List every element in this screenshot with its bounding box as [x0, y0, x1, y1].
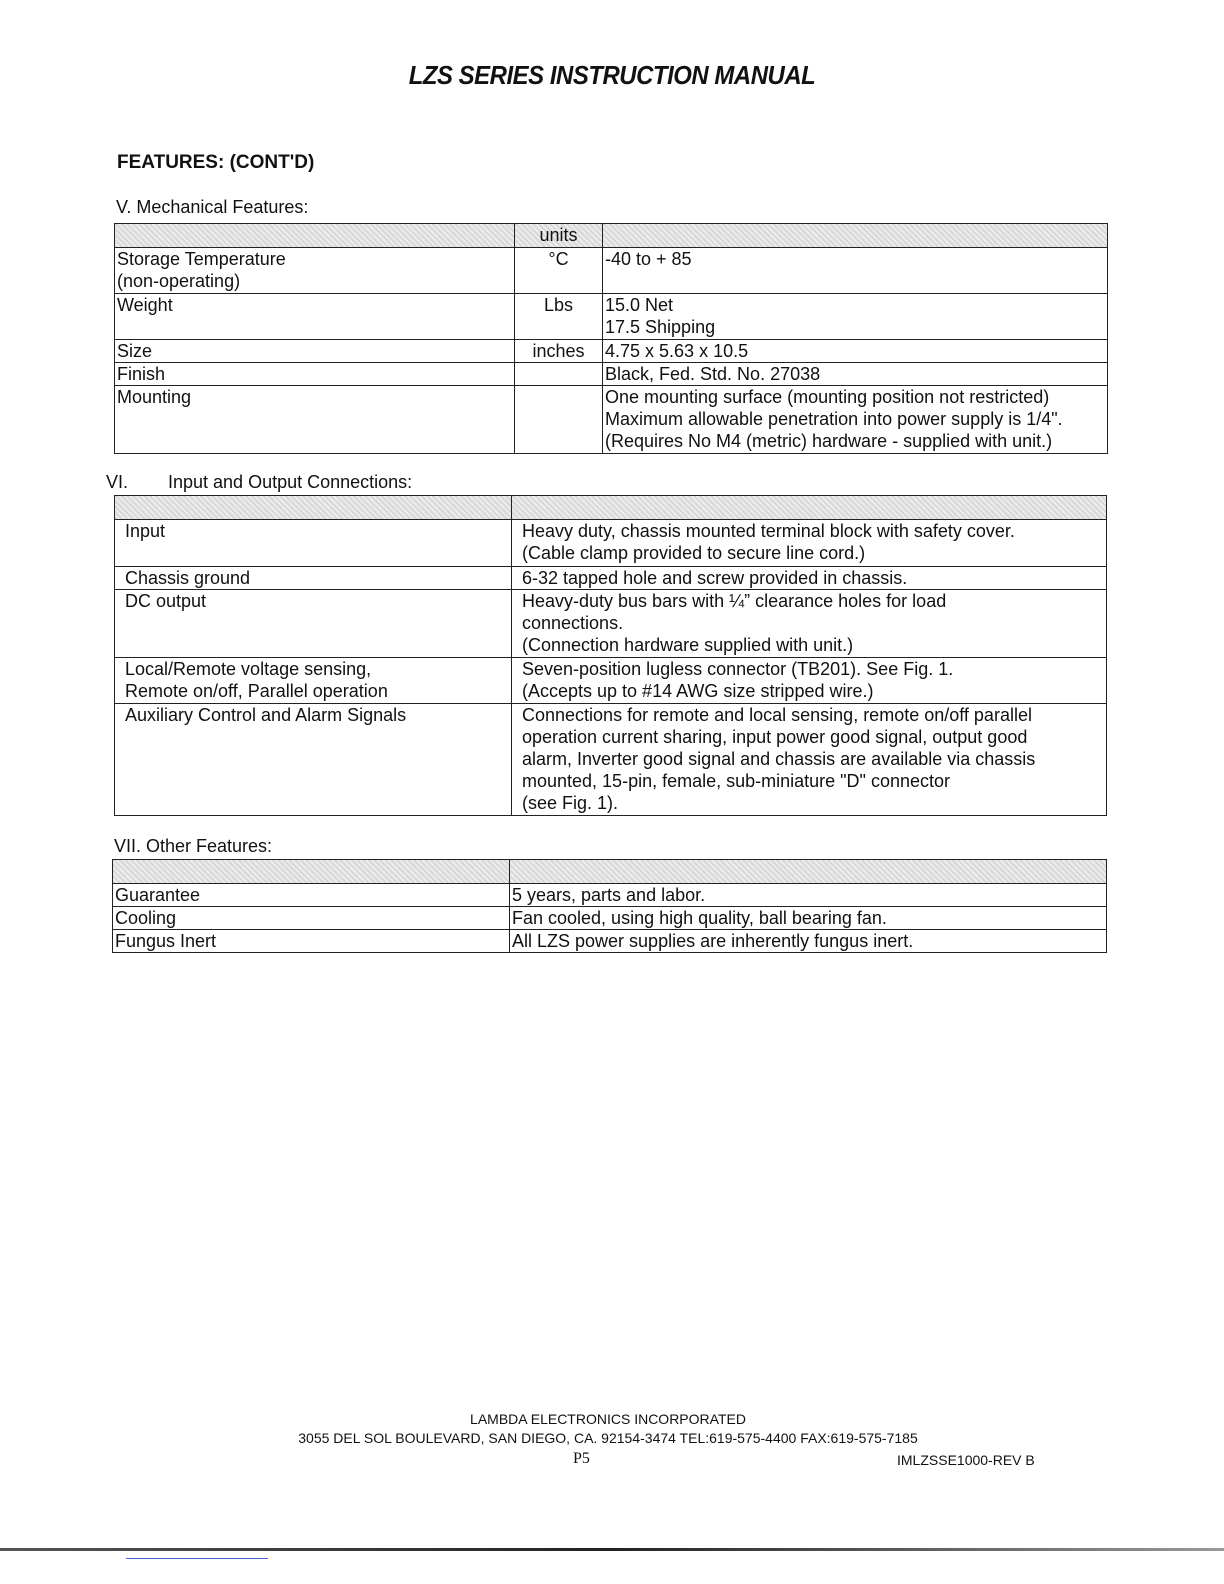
value-cell: 5 years, parts and labor.	[510, 884, 1107, 907]
page-number: P5	[573, 1450, 590, 1467]
connections-heading	[106, 472, 412, 493]
header-cell-feature	[115, 224, 515, 248]
header-cell-value	[603, 224, 1108, 248]
unit-cell	[515, 363, 603, 386]
value-cell: Seven-position lugless connector (TB201). See Fig. 1. (Accepts up to #14 AWG size stripped wire.)	[512, 658, 1107, 704]
bottom-rule	[0, 1548, 1224, 1551]
value-cell: 4.75 x 5.63 x 10.5	[603, 340, 1108, 363]
footer-company: LAMBDA ELECTRONICS INCORPORATED	[470, 1411, 746, 1427]
table-header-row	[115, 496, 1107, 520]
table-row	[115, 590, 1107, 658]
footer-address: 3055 DEL SOL BOULEVARD, SAN DIEGO, CA. 92154-3474 TEL:619-575-4400 FAX:619-575-7185	[298, 1430, 918, 1446]
unit-cell: inches	[515, 340, 603, 363]
document-id: IMLZSSE1000-REV B	[897, 1452, 1035, 1468]
feature-cell: Chassis ground	[115, 567, 512, 590]
feature-cell: Mounting	[115, 386, 515, 454]
feature-cell: Weight	[115, 294, 515, 340]
unit-cell: Lbs	[515, 294, 603, 340]
table-row	[115, 567, 1107, 590]
table-row	[115, 340, 1108, 363]
connections-heading-text: Input and Output Connections:	[168, 472, 413, 492]
feature-cell: Input	[115, 520, 512, 567]
feature-cell: Storage Temperature (non-operating)	[115, 248, 515, 294]
table-row	[115, 386, 1108, 454]
header-cell-units: units	[515, 224, 603, 248]
table-row	[115, 294, 1108, 340]
feature-cell: Guarantee	[113, 884, 510, 907]
feature-cell: Size	[115, 340, 515, 363]
header-cell-value	[512, 496, 1107, 520]
feature-cell: Auxiliary Control and Alarm Signals	[115, 704, 512, 816]
unit-cell	[515, 386, 603, 454]
value-cell: Heavy-duty bus bars with ¼” clearance holes for load connections. (Connection hardware supplied with unit.)	[512, 590, 1107, 658]
table-row	[115, 658, 1107, 704]
table-row	[113, 930, 1107, 953]
bottom-underline	[126, 1558, 268, 1559]
connections-heading-number: VI.	[106, 472, 129, 492]
feature-cell: DC output	[115, 590, 512, 658]
unit-cell: °C	[515, 248, 603, 294]
features-heading: FEATURES: (CONT'D)	[117, 152, 315, 173]
table-header-row	[113, 860, 1107, 884]
value-cell: One mounting surface (mounting position not restricted) Maximum allowable penetration into power supply is 1/4". (Requires No M4 (metric) hardware - supplied with unit.)	[603, 386, 1108, 454]
other-features-heading: VII. Other Features:	[114, 836, 273, 856]
value-cell: Black, Fed. Std. No. 27038	[603, 363, 1108, 386]
value-cell: Heavy duty, chassis mounted terminal block with safety cover. (Cable clamp provided to secure line cord.)	[512, 520, 1107, 567]
table-row	[115, 248, 1108, 294]
table-row	[115, 363, 1108, 386]
table-row	[115, 704, 1107, 816]
table-header-row	[115, 224, 1108, 248]
other-features-table	[112, 859, 1107, 953]
value-cell: Fan cooled, using high quality, ball bearing fan.	[510, 907, 1107, 930]
value-cell: 15.0 Net 17.5 Shipping	[603, 294, 1108, 340]
feature-cell: Cooling	[113, 907, 510, 930]
value-cell: Connections for remote and local sensing, remote on/off parallel operation current sharing, input power good signal, output good alarm, Inverter good signal and chassis are available via chassis mounted, 15-pin, female, sub-miniature "D" connector (see Fig. 1).	[512, 704, 1107, 816]
feature-cell: Local/Remote voltage sensing, Remote on/off, Parallel operation	[115, 658, 512, 704]
feature-cell: Fungus Inert	[113, 930, 510, 953]
header-cell-feature	[115, 496, 512, 520]
table-row	[115, 520, 1107, 567]
feature-cell: Finish	[115, 363, 515, 386]
table-row	[113, 884, 1107, 907]
value-cell: -40 to + 85	[603, 248, 1108, 294]
value-cell: 6-32 tapped hole and screw provided in chassis.	[512, 567, 1107, 590]
value-cell: All LZS power supplies are inherently fungus inert.	[510, 930, 1107, 953]
connections-table	[114, 495, 1107, 816]
header-cell-value	[510, 860, 1107, 884]
mechanical-features-table	[114, 223, 1108, 454]
page-title: LZS SERIES INSTRUCTION MANUAL	[408, 60, 816, 90]
table-row	[113, 907, 1107, 930]
mechanical-features-heading: V. Mechanical Features:	[116, 197, 309, 217]
header-cell-feature	[113, 860, 510, 884]
